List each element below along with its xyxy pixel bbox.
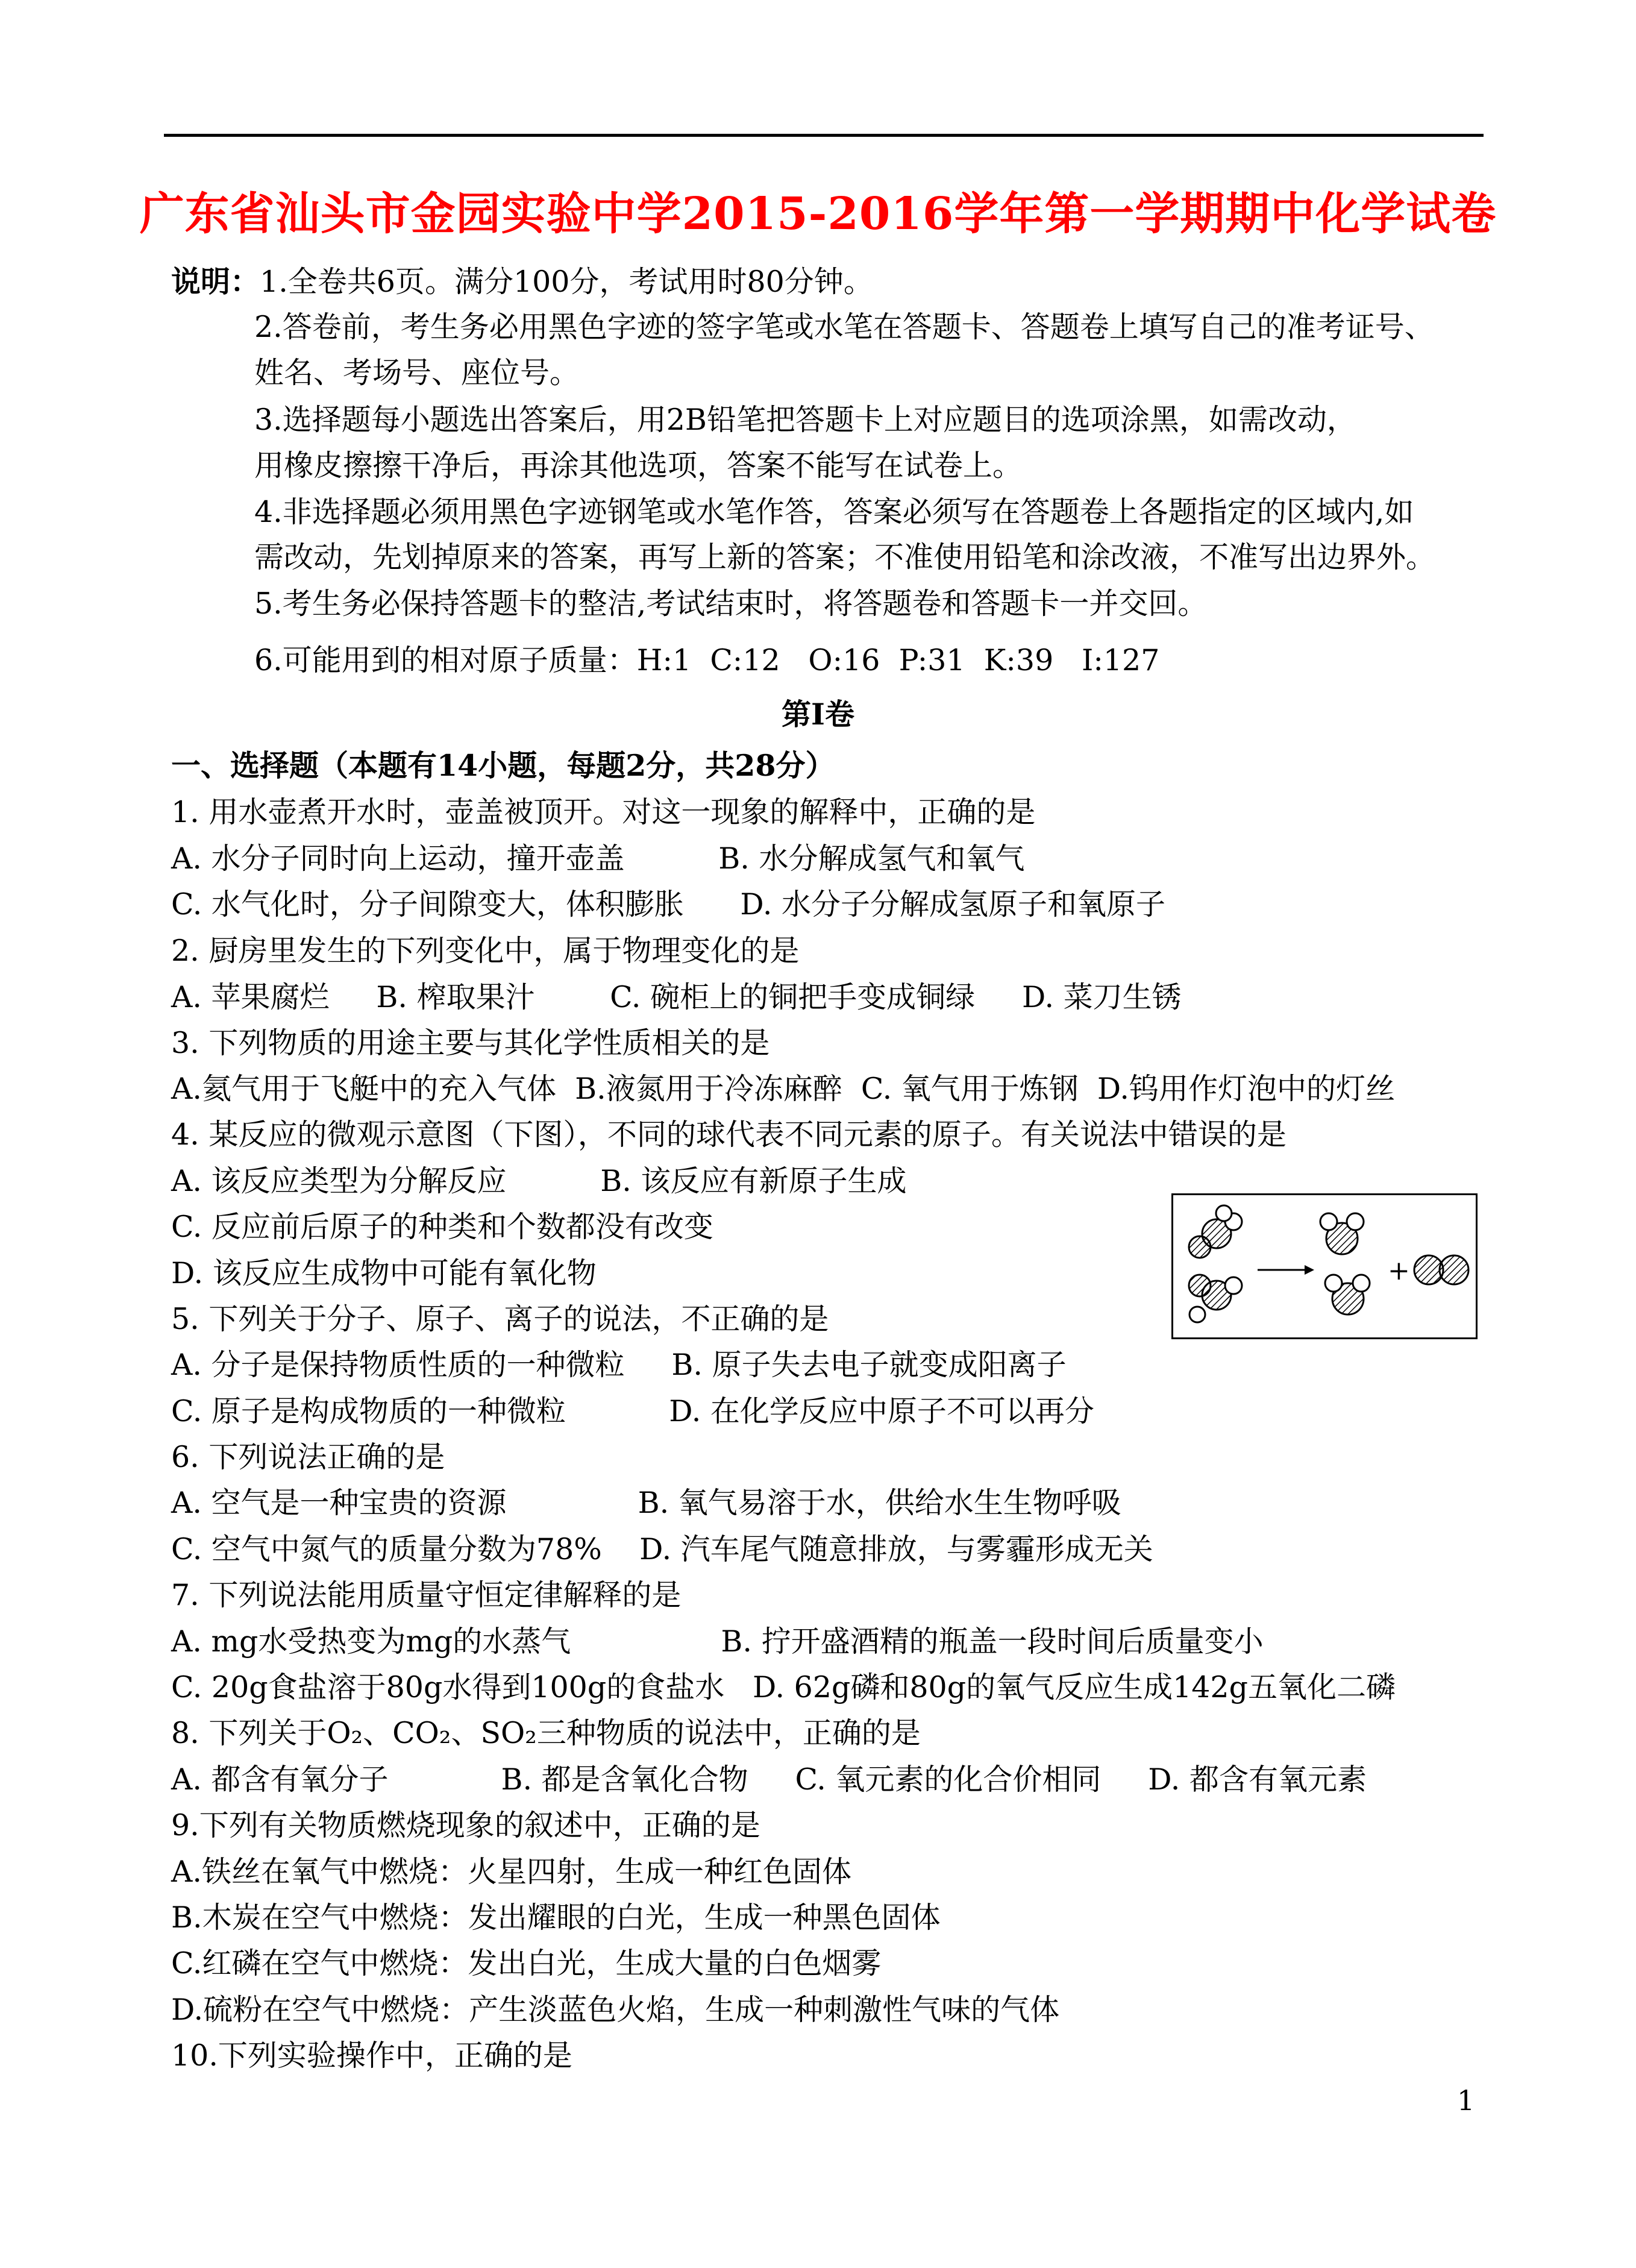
- product-molecule-top: [1320, 1213, 1364, 1254]
- question-2-options: A. 苹果腐烂 B. 榨取果汁 C. 碗柜上的铜把手变成铜绿 D. 菜刀生锈: [171, 980, 1182, 1014]
- question-1: 1. 用水壶煮开水时，壶盖被顶开。对这一现象的解释中，正确的是: [171, 795, 1036, 829]
- instruction-line-5: 用橡皮擦擦干净后，再涂其他选项，答案不能写在试卷上。: [254, 448, 1023, 483]
- question-1-options-ab: A. 水分子同时向上运动，撞开壶盖 B. 水分解成氢气和氧气: [171, 841, 1025, 876]
- instruction-line-3: 姓名、考场号、座位号。: [254, 356, 580, 390]
- instruction-line-1: 说明：1.全卷共6页。满分100分，考试用时80分钟。: [171, 264, 873, 299]
- question-4-option-c: C. 反应前后原子的种类和个数都没有改变: [171, 1210, 713, 1244]
- instruction-line-8: 5.考生务必保持答题卡的整洁,考试结束时，将答题卷和答题卡一并交回。: [254, 586, 1208, 621]
- question-9: 9.下列有关物质燃烧现象的叙述中，正确的是: [171, 1808, 760, 1842]
- instruction-line-9: 6.可能用到的相对原子质量：H:1 C:12 O:16 P:31 K:39 I:127: [254, 643, 1160, 677]
- question-4: 4. 某反应的微观示意图（下图），不同的球代表不同元素的原子。有关说法中错误的是: [171, 1117, 1287, 1152]
- instruction-line-4: 3.选择题每小题选出答案后，用2B铅笔把答题卡上对应题目的选项涂黑，如需改动，: [254, 403, 1356, 437]
- question-5-options-ab: A. 分子是保持物质性质的一种微粒 B. 原子失去电子就变成阳离子: [171, 1348, 1067, 1382]
- product-molecule-bottom: [1325, 1275, 1370, 1315]
- question-7-options-ab: A. mg水受热变为mg的水蒸气 B. 拧开盛酒精的瓶盖一段时间后质量变小: [171, 1624, 1264, 1659]
- instruction-line-7: 需改动，先划掉原来的答案，再写上新的答案；不准使用铅笔和涂改液，不准写出边界外。: [254, 540, 1436, 574]
- question-2: 2. 厨房里发生的下列变化中，属于物理变化的是: [171, 934, 800, 968]
- question-10: 10.下列实验操作中，正确的是: [171, 2038, 572, 2073]
- question-6-options-cd: C. 空气中氮气的质量分数为78% D. 汽车尾气随意排放，与雾霾形成无关: [171, 1532, 1153, 1566]
- section-heading: 一、选择题（本题有14小题，每题2分，共28分）: [171, 748, 835, 783]
- instructions-label: 说明：: [171, 264, 260, 299]
- question-8: 8. 下列关于O₂、CO₂、SO₂三种物质的说法中，正确的是: [171, 1716, 921, 1750]
- header-rule: [164, 134, 1484, 137]
- instruction-line-6: 4.非选择题必须用黑色字迹钢笔或水笔作答，答案必须写在答题卷上各题指定的区域内,如: [254, 495, 1414, 529]
- question-4-option-d: D. 该反应生成物中可能有氧化物: [171, 1256, 597, 1290]
- reactant-molecule-top: [1189, 1205, 1242, 1258]
- product-molecule-diatomic: [1414, 1255, 1468, 1284]
- instruction-line-2: 2.答卷前，考生务必用黑色字迹的签字笔或水笔在答题卡、答题卷上填写自己的准考证号、: [254, 310, 1434, 344]
- question-7: 7. 下列说法能用质量守恒定律解释的是: [171, 1578, 682, 1612]
- reaction-arrow: [1258, 1265, 1314, 1275]
- plus-sign: +: [1388, 1255, 1410, 1286]
- question-5-options-cd: C. 原子是构成物质的一种微粒 D. 在化学反应中原子不可以再分: [171, 1394, 1094, 1428]
- question-3: 3. 下列物质的用途主要与其化学性质相关的是: [171, 1026, 770, 1060]
- question-5: 5. 下列关于分子、原子、离子的说法，不正确的是: [171, 1302, 829, 1336]
- question-3-options: A.氦气用于飞艇中的充入气体 B.液氮用于冷冻麻醉 C. 氧气用于炼钢 D.钨用作灯泡中的灯丝: [171, 1072, 1396, 1106]
- question-9-option-a: A.铁丝在氧气中燃烧：火星四射，生成一种红色固体: [171, 1855, 851, 1889]
- question-9-option-c: C.红磷在空气中燃烧：发出白光，生成大量的白色烟雾: [171, 1946, 882, 1981]
- question-4-options-ab: A. 该反应类型为分解反应 B. 该反应有新原子生成: [171, 1164, 907, 1198]
- reactant-molecule-bottom: [1189, 1275, 1242, 1322]
- question-9-option-d: D.硫粉在空气中燃烧：产生淡蓝色火焰，生成一种刺激性气味的气体: [171, 1993, 1060, 2027]
- reaction-diagram: [1171, 1193, 1478, 1339]
- question-7-options-cd: C. 20g食盐溶于80g水得到100g的食盐水 D. 62g磷和80g的氧气反应生成142g五氧化二磷: [171, 1670, 1396, 1704]
- question-8-options: A. 都含有氧分子 B. 都是含氧化合物 C. 氧元素的化合价相同 D. 都含有氧元素: [171, 1762, 1367, 1797]
- question-6: 6. 下列说法正确的是: [171, 1440, 445, 1474]
- volume-label: 第Ⅰ卷: [782, 697, 854, 732]
- question-9-option-b: B.木炭在空气中燃烧：发出耀眼的白光，生成一种黑色固体: [171, 1900, 941, 1935]
- question-6-options-ab: A. 空气是一种宝贵的资源 B. 氧气易溶于水，供给水生生物呼吸: [171, 1486, 1121, 1520]
- page-number: 1: [1457, 2084, 1475, 2117]
- reaction-diagram-svg: [1173, 1195, 1476, 1337]
- document-title: 广东省汕头市金园实验中学2015-2016学年第一学期期中化学试卷: [139, 188, 1497, 240]
- question-1-options-cd: C. 水气化时，分子间隙变大，体积膨胀 D. 水分子分解成氢原子和氧原子: [171, 887, 1166, 922]
